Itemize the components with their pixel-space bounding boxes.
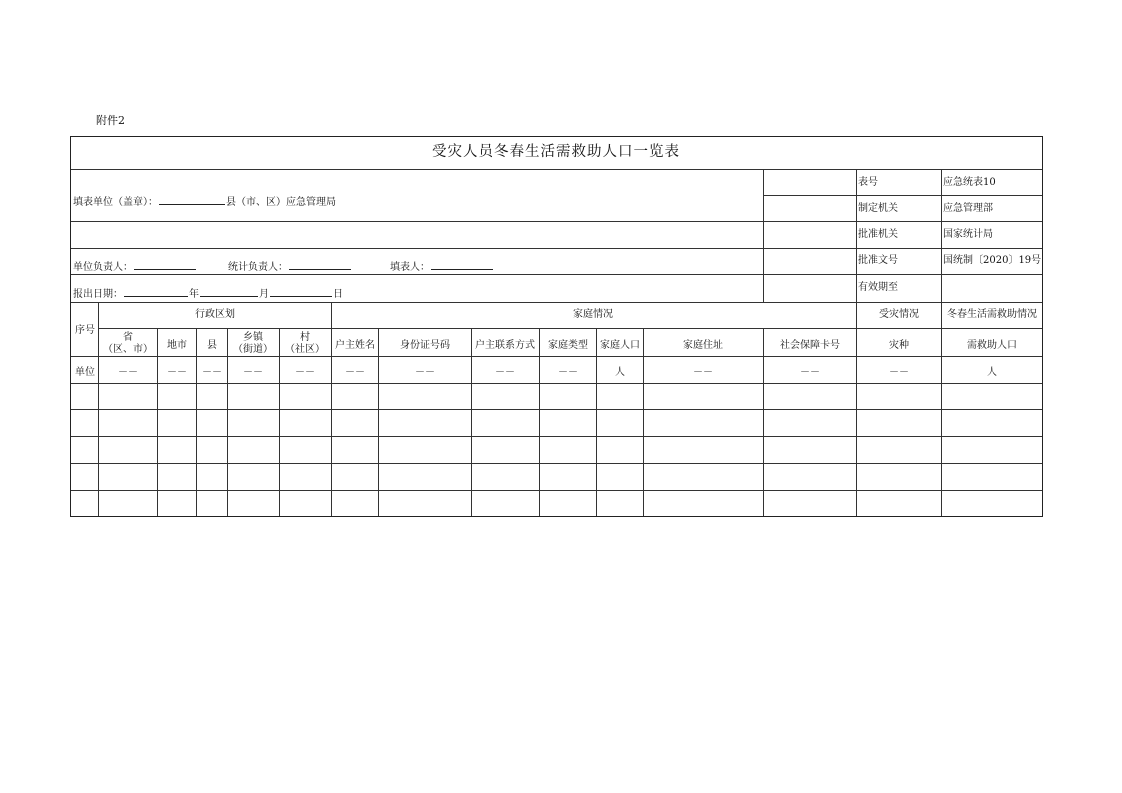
rule [331, 302, 332, 516]
stat-label: 统计负责人： [228, 262, 288, 273]
col-relief-pop: 需救助人口 [967, 340, 1017, 351]
rule [763, 328, 764, 516]
unit-suffix: 县（市、区）应急管理局 [226, 197, 336, 208]
rule [763, 169, 764, 302]
disaster-header: 受灾情况 [879, 309, 919, 320]
stat-person [228, 259, 352, 274]
rule [539, 328, 540, 516]
attachment-label: 附件2 [96, 114, 125, 127]
unit-row-label: 单位 [75, 367, 95, 378]
month-label: 月 [259, 289, 269, 300]
col-contact: 户主联系方式 [475, 340, 535, 351]
day-blank [270, 286, 332, 297]
rule [71, 169, 1042, 170]
rule [71, 490, 1042, 491]
date-label: 报出日期： [73, 289, 123, 300]
col-town: 乡镇 （街道） [233, 332, 273, 355]
unit-dash: －－ [118, 367, 138, 378]
head-blank [134, 259, 196, 270]
unit-dash: －－ [889, 367, 909, 378]
meta-key: 制定机关 [858, 203, 898, 214]
rule [71, 248, 1042, 249]
meta-key: 有效期至 [858, 282, 898, 293]
col-county: 县 [207, 340, 217, 351]
unit-dash: －－ [558, 367, 578, 378]
rule [71, 302, 1042, 303]
unit-dash: －－ [693, 367, 713, 378]
unit-dash: －－ [415, 367, 435, 378]
col-head-name: 户主姓名 [335, 340, 375, 351]
filler-blank [431, 259, 493, 270]
unit-dash: －－ [202, 367, 222, 378]
col-city: 地市 [167, 340, 187, 351]
col-id-number: 身份证号码 [400, 340, 450, 351]
rule [157, 328, 158, 516]
rule [71, 274, 1042, 275]
rule [227, 328, 228, 516]
col-province: 省 （区、市） [103, 332, 153, 355]
statistical-form [70, 136, 1043, 517]
meta-value: 国统制〔2020〕19号 [943, 255, 1042, 266]
rule [596, 328, 597, 516]
meta-value: 应急统表10 [943, 177, 996, 188]
year-label: 年 [189, 289, 199, 300]
form-title: 受灾人员冬春生活需救助人口一览表 [432, 144, 680, 160]
unit-person: 人 [987, 367, 997, 378]
reporting-unit [73, 194, 336, 209]
rule [71, 409, 1042, 410]
region-header: 行政区划 [195, 309, 235, 320]
family-header: 家庭情况 [573, 309, 613, 320]
meta-key: 表号 [858, 177, 878, 188]
rule [643, 328, 644, 516]
relief-header: 冬春生活需救助情况 [947, 309, 1037, 320]
day-label: 日 [333, 289, 343, 300]
rule [71, 356, 1042, 357]
meta-key: 批准文号 [858, 255, 898, 266]
rule [941, 169, 942, 516]
stat-blank [289, 259, 351, 270]
rule [71, 383, 1042, 384]
meta-value: 应急管理部 [943, 203, 993, 214]
year-blank [124, 286, 188, 297]
unit-blank [159, 194, 225, 205]
col-family-type: 家庭类型 [548, 340, 588, 351]
filler-person [390, 259, 494, 274]
unit-dash: －－ [243, 367, 263, 378]
rule [71, 221, 1042, 222]
responsible-persons [73, 259, 197, 274]
unit-dash: －－ [167, 367, 187, 378]
unit-person: 人 [615, 367, 625, 378]
rule [71, 436, 1042, 437]
unit-prefix: 填表单位（盖章）： [73, 197, 158, 208]
col-address: 家庭住址 [683, 340, 723, 351]
col-disaster-type: 灾种 [889, 340, 909, 351]
unit-dash: －－ [495, 367, 515, 378]
rule [98, 302, 99, 516]
col-family-pop: 家庭人口 [600, 340, 640, 351]
rule [71, 463, 1042, 464]
seq-header: 序号 [75, 325, 95, 336]
meta-value: 国家统计局 [943, 229, 993, 240]
month-blank [200, 286, 258, 297]
rule [279, 328, 280, 516]
rule [471, 328, 472, 516]
col-village: 村 （社区） [285, 332, 325, 355]
unit-dash: －－ [295, 367, 315, 378]
rule [856, 169, 857, 516]
meta-key: 批准机关 [858, 229, 898, 240]
filler-label: 填表人： [390, 262, 430, 273]
rule [378, 328, 379, 516]
unit-dash: －－ [345, 367, 365, 378]
head-label: 单位负责人： [73, 262, 133, 273]
col-ss-card: 社会保障卡号 [780, 340, 840, 351]
rule [98, 328, 1042, 329]
rule [763, 195, 1042, 196]
unit-dash: －－ [800, 367, 820, 378]
rule [196, 328, 197, 516]
report-date [73, 286, 343, 301]
